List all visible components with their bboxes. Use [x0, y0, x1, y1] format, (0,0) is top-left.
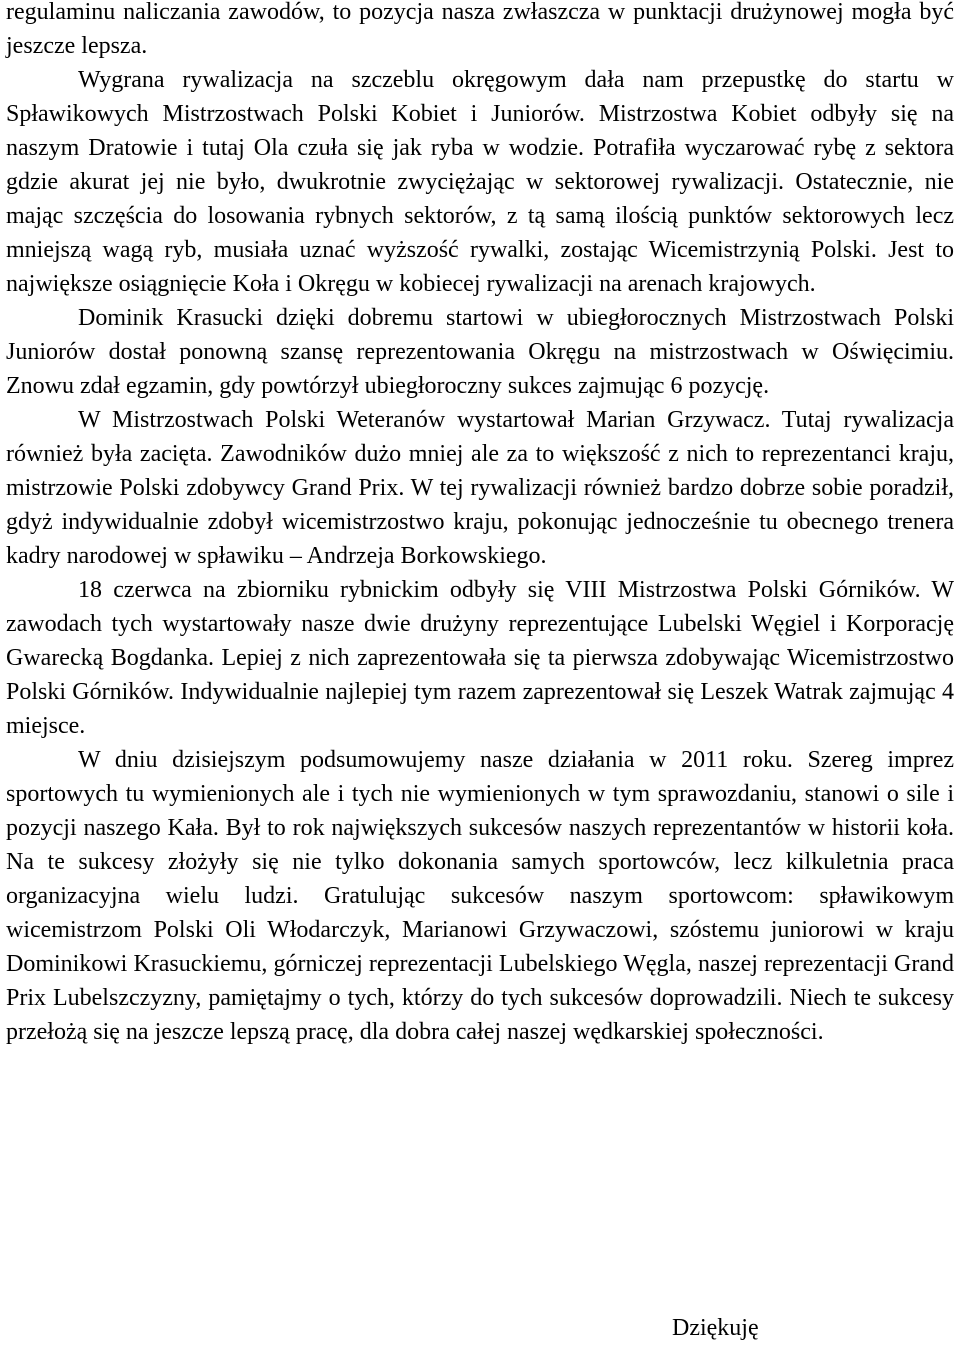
paragraph-miners-championship: 18 czerwca na zbiorniku rybnickim odbyły się VIII Mistrzostwa Polski Górników. W zawodach tych wystartowały nasze dwie drużyny reprezentujące Lubelski Węgiel i Korporację Gwarecką Bogdanka. Lepiej z nich zaprezentowała się ta pierwsza zdobywając Wicemistrzostwo Polski Górników. Indywidualnie najlepiej tym razem zaprezentował się Leszek Watrak zajmując 4 miejsce.	[6, 577, 954, 739]
paragraph-summary-2011: W dniu dzisiejszym podsumowujemy nasze działania w 2011 roku. Szereg imprez sportowych tu wymienionych ale i tych nie wymienionych w tym sprawozdaniu, stanowi o sile i pozycji naszego Kała. Był to rok największych sukcesów naszych reprezentantów w historii koła. Na te sukcesy złożyły się nie tylko dokonania samych sportowców, lecz kilkuletnia praca organizacyjna wielu ludzi. Gratulując sukcesów naszym sportowcom: spławikowym wicemistrzom Polski Oli Włodarczyk, Marianowi Grzywaczowi, szóstemu juniorowi w kraju Dominikowi Krasuckiemu, górniczej reprezentacji Lubelskiego Węgla, naszej reprezentacji Grand Prix Lubelszczyzny, pamiętajmy o tych, którzy do tych sukcesów doprowadzili. Niech te sukcesy przełożą się na jeszcze lepszą pracę, dla dobra całej naszej wędkarskiej społeczności.	[6, 747, 954, 1045]
signoff-text: Dziękuję	[672, 1315, 759, 1341]
paragraph-continuation: regulaminu naliczania zawodów, to pozycja nasza zwłaszcza w punktacji drużynowej mogła być jeszcze lepsza.	[6, 0, 954, 59]
document-body	[6, 0, 954, 1049]
paragraph-veterans-championship: W Mistrzostwach Polski Weteranów wystartował Marian Grzywacz. Tutaj rywalizacja również była zacięta. Zawodników dużo mniej ale za to większość z nich to reprezentanci kraju, mistrzowie Polski zdobywcy Grand Prix. W tej rywalizacji również bardzo dobrze sobie poradził, gdyż indywidualnie zdobył wicemistrzostwo kraju, pokonując jednocześnie tu obecnego trenera kadry narodowej w spławiku – Andrzeja Borkowskiego.	[6, 407, 954, 569]
paragraph-juniors-championship: Dominik Krasucki dzięki dobremu startowi w ubiegłorocznych Mistrzostwach Polski Juniorów dostał ponowną szansę reprezentowania Okręgu na mistrzostwach w Oświęcimiu. Znowu zdał egzamin, gdy powtórzył ubiegłoroczny sukces zajmując 6 pozycję.	[6, 305, 954, 399]
paragraph-women-championship: Wygrana rywalizacja na szczeblu okręgowym dała nam przepustkę do startu w Spławikowych Mistrzostwach Polski Kobiet i Juniorów. Mistrzostwa Kobiet odbyły się na naszym Dratowie i tutaj Ola czuła się jak ryba w wodzie. Potrafiła wyczarować rybę z sektora gdzie akurat jej nie było, dwukrotnie zwyciężając w sektorowej rywalizacji. Ostatecznie, nie mając szczęścia do losowania rybnych sektorów, z tą samą ilością punktów sektorowych lecz mniejszą wagą ryb, musiała uznać wyższość rywalki, zostając Wicemistrzynią Polski. Jest to największe osiągnięcie Koła i Okręgu w kobiecej rywalizacji na arenach krajowych.	[6, 67, 954, 297]
